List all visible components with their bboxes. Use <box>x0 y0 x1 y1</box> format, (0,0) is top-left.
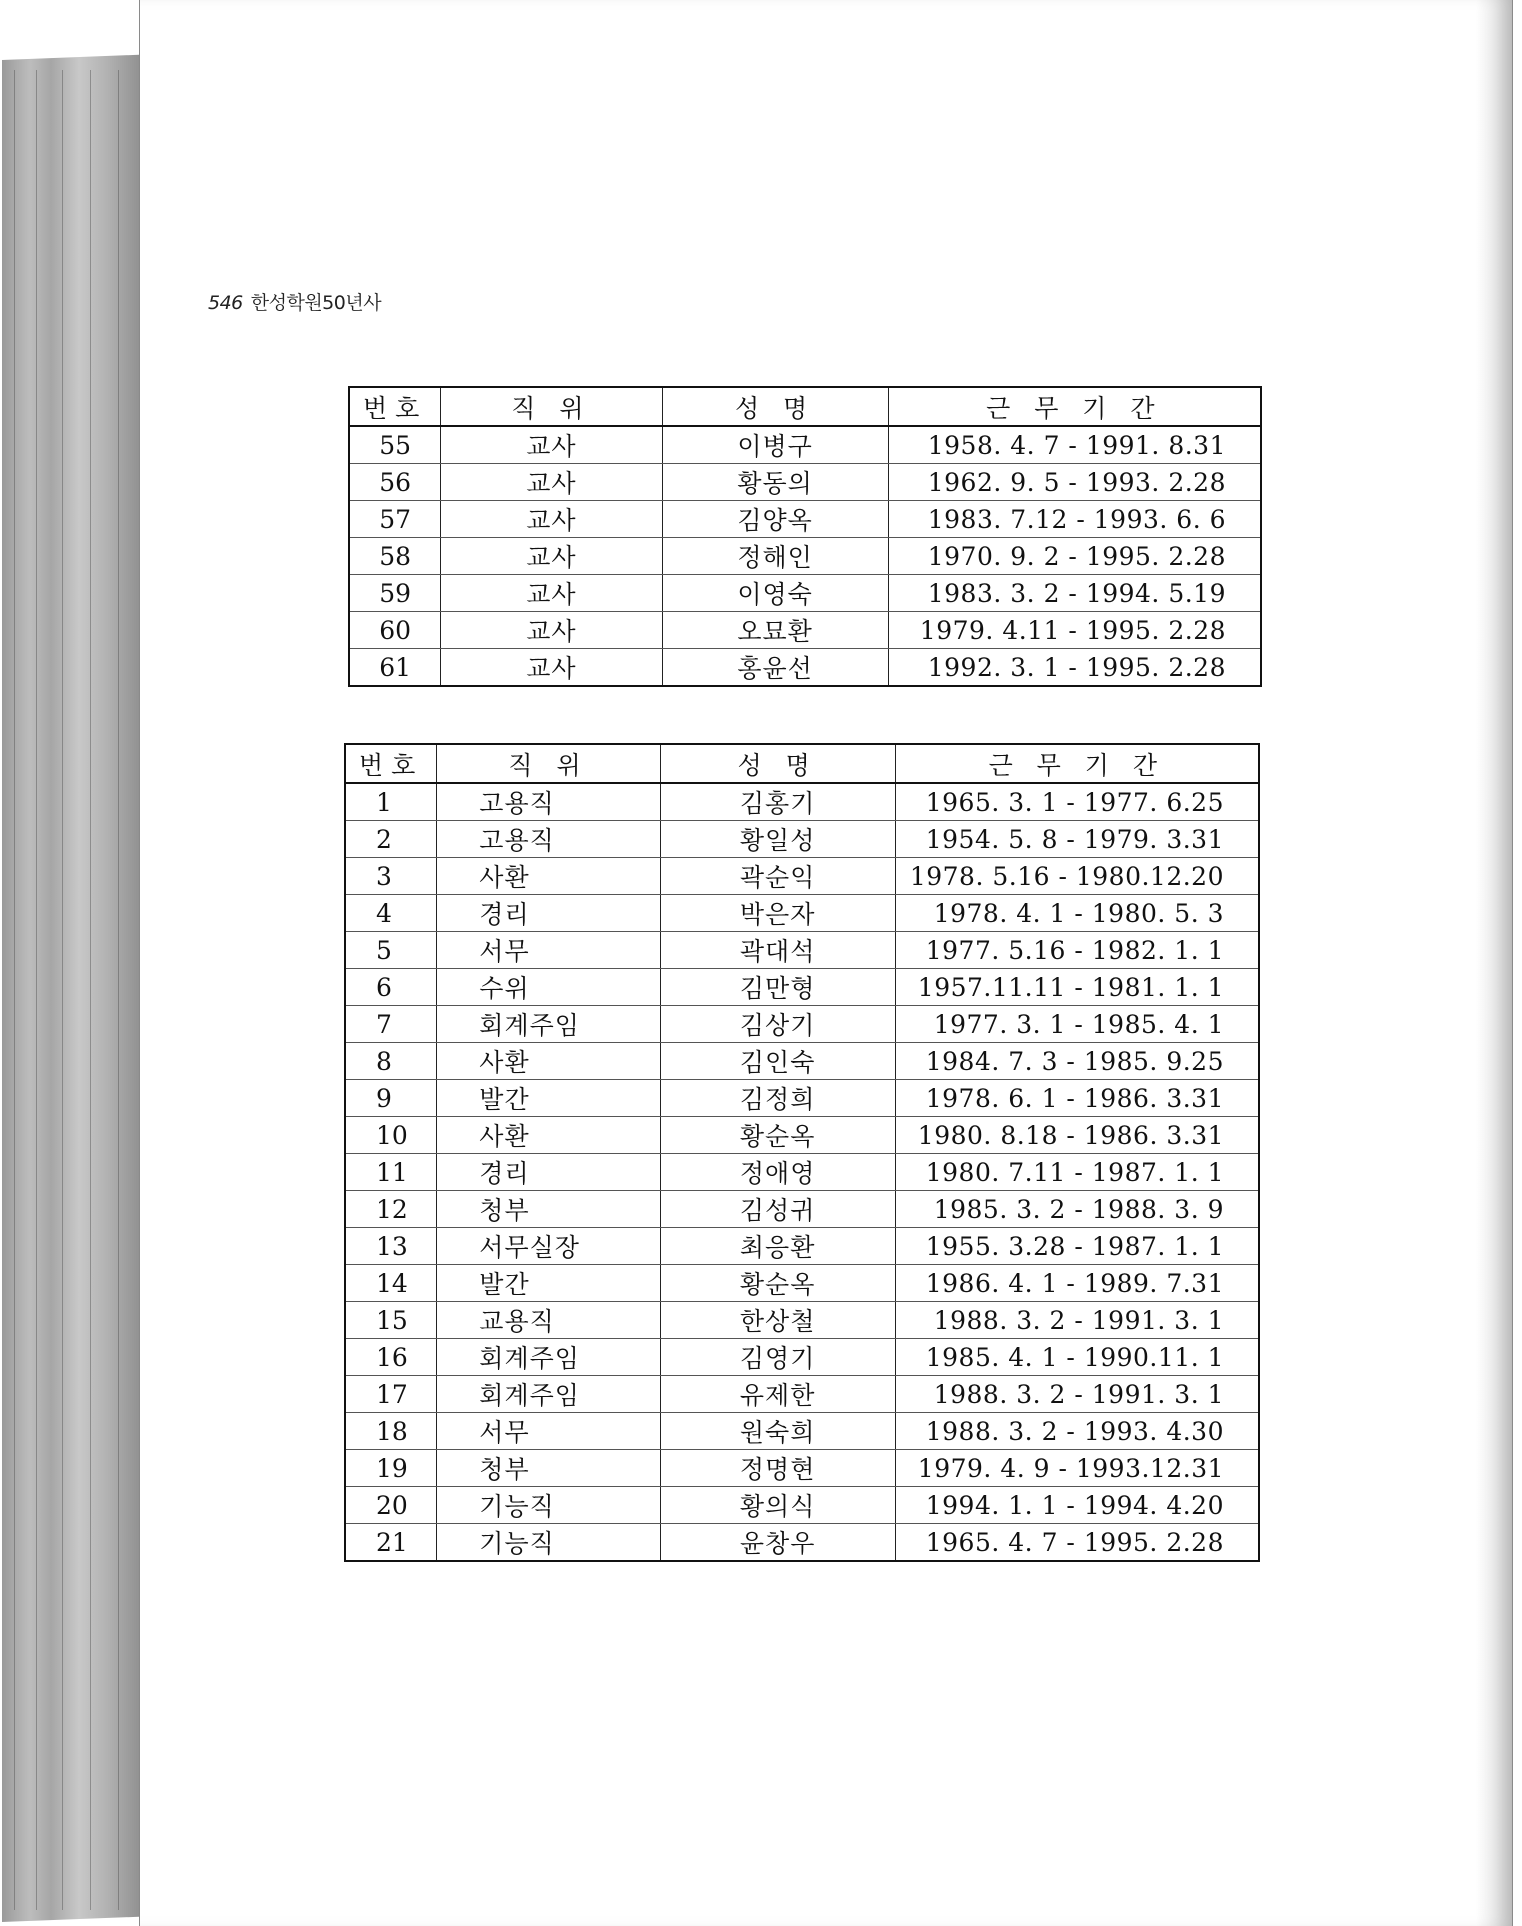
cell-name: 이병구 <box>662 426 888 464</box>
cell-position: 교사 <box>441 649 662 687</box>
cell-position: 수위 <box>437 969 660 1006</box>
table-row <box>345 1228 1259 1265</box>
cell-position: 경리 <box>437 1154 660 1191</box>
cell-period: 1965. 3. 1 - 1977. 6.25 <box>895 783 1259 821</box>
cell-name: 이영숙 <box>662 575 888 612</box>
cell-number: 59 <box>349 575 441 612</box>
cell-number: 16 <box>345 1339 437 1376</box>
cell-period: 1978. 6. 1 - 1986. 3.31 <box>895 1080 1259 1117</box>
header-position: 직 위 <box>437 744 660 783</box>
cell-name: 곽순익 <box>660 858 895 895</box>
cell-number: 60 <box>349 612 441 649</box>
cell-number: 18 <box>345 1413 437 1450</box>
cell-position: 기능직 <box>437 1524 660 1562</box>
header-period: 근 무 기 간 <box>888 387 1261 426</box>
cell-position: 고용직 <box>437 783 660 821</box>
table-row <box>345 932 1259 969</box>
header-position: 직 위 <box>441 387 662 426</box>
cell-period: 1979. 4.11 - 1995. 2.28 <box>888 612 1261 649</box>
cell-period: 1984. 7. 3 - 1985. 9.25 <box>895 1043 1259 1080</box>
page-edge-line <box>118 70 119 1910</box>
cell-name: 원숙희 <box>660 1413 895 1450</box>
running-head <box>208 288 381 315</box>
cell-name: 김홍기 <box>660 783 895 821</box>
page-edge-line <box>90 70 91 1910</box>
cell-name: 김양옥 <box>662 501 888 538</box>
cell-number: 57 <box>349 501 441 538</box>
cell-name: 김만형 <box>660 969 895 1006</box>
page-gutter-shadow <box>1476 0 1512 1926</box>
cell-position: 교사 <box>441 426 662 464</box>
table-row <box>345 1265 1259 1302</box>
book-page-stack-edge <box>2 55 142 1922</box>
cell-name: 정명현 <box>660 1450 895 1487</box>
header-number: 번호 <box>345 744 437 783</box>
cell-number: 19 <box>345 1450 437 1487</box>
cell-name: 황동의 <box>662 464 888 501</box>
cell-period: 1970. 9. 2 - 1995. 2.28 <box>888 538 1261 575</box>
cell-period: 1988. 3. 2 - 1993. 4.30 <box>895 1413 1259 1450</box>
table-row <box>345 1413 1259 1450</box>
cell-number: 20 <box>345 1487 437 1524</box>
table-row <box>345 858 1259 895</box>
cell-number: 14 <box>345 1265 437 1302</box>
teacher-roster-table <box>348 386 1262 687</box>
table-row <box>349 612 1261 649</box>
cell-name: 유제한 <box>660 1376 895 1413</box>
cell-position: 교사 <box>441 501 662 538</box>
cell-period: 1978. 5.16 - 1980.12.20 <box>895 858 1259 895</box>
cell-period: 1992. 3. 1 - 1995. 2.28 <box>888 649 1261 687</box>
table-row <box>345 783 1259 821</box>
cell-period: 1985. 3. 2 - 1988. 3. 9 <box>895 1191 1259 1228</box>
cell-period: 1980. 8.18 - 1986. 3.31 <box>895 1117 1259 1154</box>
table-row <box>349 501 1261 538</box>
table-row <box>345 1154 1259 1191</box>
cell-number: 56 <box>349 464 441 501</box>
cell-name: 김성귀 <box>660 1191 895 1228</box>
header-name: 성 명 <box>660 744 895 783</box>
table-row <box>345 1376 1259 1413</box>
cell-name: 김상기 <box>660 1006 895 1043</box>
cell-number: 10 <box>345 1117 437 1154</box>
table-row <box>345 1117 1259 1154</box>
cell-period: 1985. 4. 1 - 1990.11. 1 <box>895 1339 1259 1376</box>
cell-position: 발간 <box>437 1080 660 1117</box>
cell-name: 곽대석 <box>660 932 895 969</box>
page-edge-line <box>36 70 37 1910</box>
page-number: 546 <box>208 292 243 314</box>
header-number: 번호 <box>349 387 441 426</box>
cell-number: 4 <box>345 895 437 932</box>
table-row <box>349 575 1261 612</box>
table-row <box>345 1487 1259 1524</box>
table-row <box>345 1191 1259 1228</box>
cell-position: 회계주임 <box>437 1006 660 1043</box>
cell-period: 1988. 3. 2 - 1991. 3. 1 <box>895 1376 1259 1413</box>
cell-position: 서무 <box>437 932 660 969</box>
cell-position: 경리 <box>437 895 660 932</box>
staff-roster-table <box>344 743 1260 1562</box>
cell-name: 황순옥 <box>660 1265 895 1302</box>
cell-period: 1977. 3. 1 - 1985. 4. 1 <box>895 1006 1259 1043</box>
cell-name: 김영기 <box>660 1339 895 1376</box>
cell-position: 교사 <box>441 464 662 501</box>
cell-name: 홍윤선 <box>662 649 888 687</box>
cell-position: 청부 <box>437 1450 660 1487</box>
cell-position: 고용직 <box>437 821 660 858</box>
cell-name: 황순옥 <box>660 1117 895 1154</box>
page-edge-line <box>14 70 15 1910</box>
cell-period: 1958. 4. 7 - 1991. 8.31 <box>888 426 1261 464</box>
table-header-row <box>345 744 1259 783</box>
cell-position: 사환 <box>437 1043 660 1080</box>
cell-period: 1979. 4. 9 - 1993.12.31 <box>895 1450 1259 1487</box>
cell-name: 박은자 <box>660 895 895 932</box>
table-row <box>345 895 1259 932</box>
cell-number: 61 <box>349 649 441 687</box>
cell-number: 7 <box>345 1006 437 1043</box>
cell-number: 17 <box>345 1376 437 1413</box>
cell-number: 8 <box>345 1043 437 1080</box>
cell-period: 1980. 7.11 - 1987. 1. 1 <box>895 1154 1259 1191</box>
cell-period: 1978. 4. 1 - 1980. 5. 3 <box>895 895 1259 932</box>
cell-position: 회계주임 <box>437 1376 660 1413</box>
table-row <box>349 426 1261 464</box>
table-row <box>349 538 1261 575</box>
cell-number: 13 <box>345 1228 437 1265</box>
cell-number: 5 <box>345 932 437 969</box>
table-row <box>345 1302 1259 1339</box>
page-edge-line <box>62 70 63 1910</box>
cell-position: 교용직 <box>437 1302 660 1339</box>
cell-name: 김정희 <box>660 1080 895 1117</box>
table-row <box>345 1450 1259 1487</box>
table-body <box>345 783 1259 1561</box>
header-name: 성 명 <box>662 387 888 426</box>
table-row <box>345 1339 1259 1376</box>
cell-number: 9 <box>345 1080 437 1117</box>
cell-period: 1977. 5.16 - 1982. 1. 1 <box>895 932 1259 969</box>
cell-number: 3 <box>345 858 437 895</box>
cell-position: 서무 <box>437 1413 660 1450</box>
cell-name: 황의식 <box>660 1487 895 1524</box>
table-row <box>349 464 1261 501</box>
cell-period: 1986. 4. 1 - 1989. 7.31 <box>895 1265 1259 1302</box>
cell-number: 21 <box>345 1524 437 1562</box>
book-title: 한성학원50년사 <box>250 292 382 314</box>
cell-period: 1988. 3. 2 - 1991. 3. 1 <box>895 1302 1259 1339</box>
cell-position: 교사 <box>441 612 662 649</box>
cell-number: 11 <box>345 1154 437 1191</box>
cell-period: 1994. 1. 1 - 1994. 4.20 <box>895 1487 1259 1524</box>
table-body <box>349 426 1261 686</box>
cell-name: 최응환 <box>660 1228 895 1265</box>
cell-name: 윤창우 <box>660 1524 895 1562</box>
cell-position: 사환 <box>437 1117 660 1154</box>
cell-number: 15 <box>345 1302 437 1339</box>
cell-position: 기능직 <box>437 1487 660 1524</box>
cell-period: 1965. 4. 7 - 1995. 2.28 <box>895 1524 1259 1562</box>
cell-name: 김인숙 <box>660 1043 895 1080</box>
cell-name: 한상철 <box>660 1302 895 1339</box>
cell-position: 사환 <box>437 858 660 895</box>
cell-position: 교사 <box>441 538 662 575</box>
cell-number: 58 <box>349 538 441 575</box>
table-row <box>345 1080 1259 1117</box>
cell-period: 1955. 3.28 - 1987. 1. 1 <box>895 1228 1259 1265</box>
cell-position: 발간 <box>437 1265 660 1302</box>
cell-period: 1983. 7.12 - 1993. 6. 6 <box>888 501 1261 538</box>
cell-position: 청부 <box>437 1191 660 1228</box>
cell-period: 1962. 9. 5 - 1993. 2.28 <box>888 464 1261 501</box>
table-row <box>345 969 1259 1006</box>
cell-number: 55 <box>349 426 441 464</box>
cell-name: 오묘환 <box>662 612 888 649</box>
cell-position: 서무실장 <box>437 1228 660 1265</box>
cell-name: 황일성 <box>660 821 895 858</box>
cell-name: 정해인 <box>662 538 888 575</box>
cell-position: 회계주임 <box>437 1339 660 1376</box>
table-row <box>349 649 1261 687</box>
cell-number: 2 <box>345 821 437 858</box>
cell-period: 1954. 5. 8 - 1979. 3.31 <box>895 821 1259 858</box>
table-row <box>345 1006 1259 1043</box>
cell-number: 6 <box>345 969 437 1006</box>
cell-position: 교사 <box>441 575 662 612</box>
cell-period: 1957.11.11 - 1981. 1. 1 <box>895 969 1259 1006</box>
table-row <box>345 1043 1259 1080</box>
table-header-row <box>349 387 1261 426</box>
cell-number: 12 <box>345 1191 437 1228</box>
header-period: 근 무 기 간 <box>895 744 1259 783</box>
cell-name: 정애영 <box>660 1154 895 1191</box>
table-row <box>345 821 1259 858</box>
cell-number: 1 <box>345 783 437 821</box>
table-row <box>345 1524 1259 1562</box>
cell-period: 1983. 3. 2 - 1994. 5.19 <box>888 575 1261 612</box>
